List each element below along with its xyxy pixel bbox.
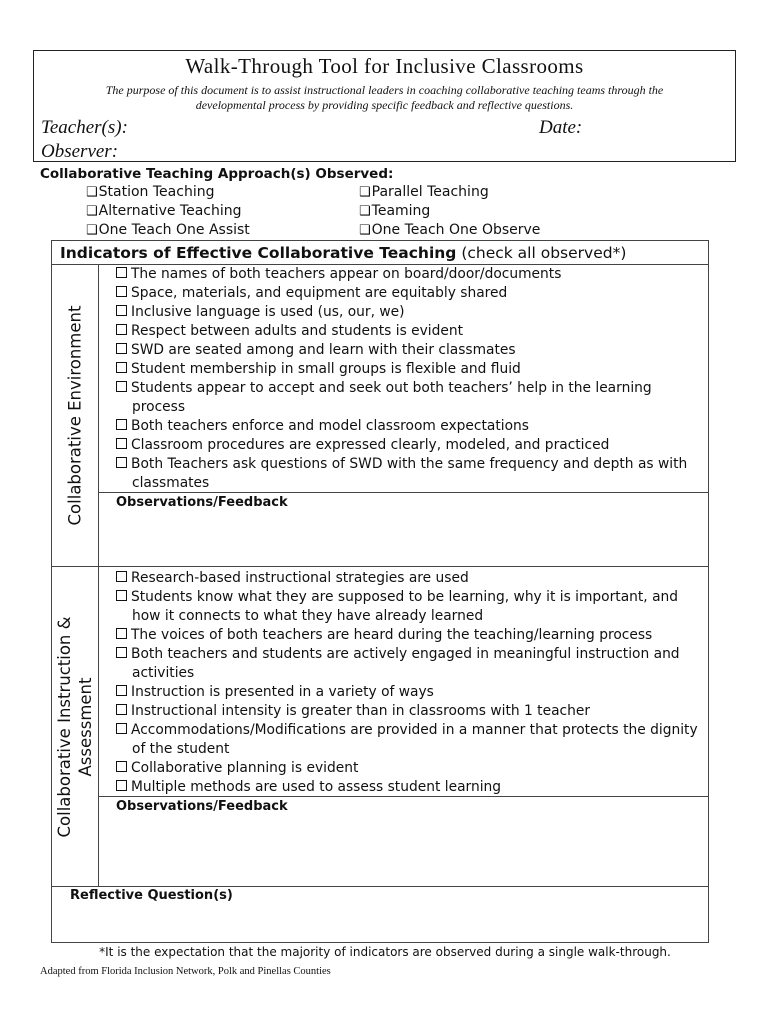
checkbox-icon[interactable]: ❑	[359, 204, 371, 219]
purpose-line-2: developmental process by providing specific feedback and reflective questions.	[195, 98, 574, 112]
approach-option-alternative[interactable]	[86, 203, 242, 219]
environment-feedback-label: Observations/Feedback	[116, 495, 288, 510]
page-title: Walk-Through Tool for Inclusive Classrooms	[185, 54, 584, 78]
indicators-table	[51, 240, 709, 943]
checkbox-icon[interactable]	[116, 286, 127, 297]
checkbox-icon[interactable]	[116, 571, 127, 582]
approach-option-parallel[interactable]	[359, 184, 489, 200]
approach-label: Alternative Teaching	[98, 203, 242, 219]
approach-label: Parallel Teaching	[371, 184, 489, 200]
checkbox-icon[interactable]	[116, 685, 127, 696]
divider	[98, 264, 99, 886]
observer-field-label: Observer:	[41, 141, 119, 162]
date-field-label: Date:	[539, 117, 583, 138]
indicators-heading	[60, 244, 626, 262]
checkbox-icon[interactable]	[116, 704, 127, 715]
checklist-item[interactable]: Both Teachers ask questions of SWD with the same frequency and depth as with classmates	[116, 455, 702, 493]
checklist-item[interactable]: Students know what they are supposed to be learning, why it is important, and how it connects to what they have already learned	[116, 588, 702, 626]
checkbox-icon[interactable]: ❑	[86, 223, 98, 238]
checklist-item[interactable]: Student membership in small groups is flexible and fluid	[116, 360, 702, 379]
environment-checklist	[116, 265, 702, 493]
checkbox-icon[interactable]: ❑	[86, 185, 98, 200]
checklist-item[interactable]: Both teachers and students are actively engaged in meaningful instruction and activities	[116, 645, 702, 683]
approach-label: Teaming	[371, 203, 431, 219]
checkbox-icon[interactable]	[116, 362, 127, 373]
approach-option-teaming[interactable]	[359, 203, 430, 219]
checkbox-icon[interactable]	[116, 305, 127, 316]
divider	[52, 886, 708, 887]
approach-label: Station Teaching	[98, 184, 215, 200]
checklist-item[interactable]: SWD are seated among and learn with their classmates	[116, 341, 702, 360]
source-credit: Adapted from Florida Inclusion Network, Polk and Pinellas Counties	[40, 966, 331, 977]
approach-label: One Teach One Observe	[371, 222, 541, 238]
checklist-item[interactable]: Inclusive language is used (us, our, we)	[116, 303, 702, 322]
checklist-item[interactable]: Respect between adults and students is evident	[116, 322, 702, 341]
instruction-section-label	[54, 577, 96, 877]
approach-option-station[interactable]	[86, 184, 214, 200]
indicators-heading-note: (check all observed*)	[456, 244, 627, 262]
instruction-checklist	[116, 569, 702, 797]
approach-option-one-teach-one-assist[interactable]	[86, 222, 250, 238]
checklist-item[interactable]: Instructional intensity is greater than in classrooms with 1 teacher	[116, 702, 702, 721]
purpose-statement	[54, 83, 715, 113]
checkbox-icon[interactable]	[116, 761, 127, 772]
purpose-line-1: The purpose of this document is to assist instructional leaders in coaching collaborative teaching teams through the	[105, 83, 664, 97]
checklist-item[interactable]: The names of both teachers appear on board/door/documents	[116, 265, 702, 284]
checklist-item[interactable]: Accommodations/Modifications are provided in a manner that protects the dignity of the student	[116, 721, 702, 759]
environment-section-label: Collaborative Environment	[65, 305, 85, 526]
checkbox-icon[interactable]: ❑	[86, 204, 98, 219]
checkbox-icon[interactable]	[116, 457, 127, 468]
instruction-feedback-label: Observations/Feedback	[116, 799, 288, 814]
checklist-item[interactable]: Research-based instructional strategies are used	[116, 569, 702, 588]
approach-option-one-teach-one-observe[interactable]	[359, 222, 540, 238]
indicators-heading-title: Indicators of Effective Collaborative Teaching	[60, 244, 457, 262]
checkbox-icon[interactable]	[116, 381, 127, 392]
header-box	[33, 50, 736, 162]
footnote: *It is the expectation that the majority of indicators are observed during a single walk-through.	[99, 945, 671, 959]
checkbox-icon[interactable]	[116, 780, 127, 791]
checkbox-icon[interactable]	[116, 419, 127, 430]
checkbox-icon[interactable]: ❑	[359, 185, 371, 200]
teacher-field-label: Teacher(s):	[41, 117, 128, 138]
checkbox-icon[interactable]	[116, 590, 127, 601]
checkbox-icon[interactable]	[116, 343, 127, 354]
checklist-item[interactable]: Multiple methods are used to assess student learning	[116, 778, 702, 797]
checkbox-icon[interactable]	[116, 723, 127, 734]
checklist-item[interactable]: The voices of both teachers are heard during the teaching/learning process	[116, 626, 702, 645]
approach-section-title: Collaborative Teaching Approach(s) Observed:	[40, 166, 394, 182]
checklist-item[interactable]: Space, materials, and equipment are equitably shared	[116, 284, 702, 303]
checklist-item[interactable]: Collaborative planning is evident	[116, 759, 702, 778]
checklist-item[interactable]: Instruction is presented in a variety of ways	[116, 683, 702, 702]
checkbox-icon[interactable]: ❑	[359, 223, 371, 238]
instruction-label-line-1: Collaborative Instruction &	[55, 616, 74, 838]
divider	[52, 566, 708, 567]
checklist-item[interactable]: Both teachers enforce and model classroom expectations	[116, 417, 702, 436]
checkbox-icon[interactable]	[116, 628, 127, 639]
approach-label: One Teach One Assist	[98, 222, 250, 238]
checkbox-icon[interactable]	[116, 647, 127, 658]
checklist-item[interactable]: Students appear to accept and seek out both teachers’ help in the learning process	[116, 379, 702, 417]
checkbox-icon[interactable]	[116, 267, 127, 278]
checklist-item[interactable]: Classroom procedures are expressed clearly, modeled, and practiced	[116, 436, 702, 455]
checkbox-icon[interactable]	[116, 438, 127, 449]
reflective-questions-label: Reflective Question(s)	[70, 888, 233, 903]
checkbox-icon[interactable]	[116, 324, 127, 335]
instruction-label-line-2: Assessment	[76, 677, 95, 777]
